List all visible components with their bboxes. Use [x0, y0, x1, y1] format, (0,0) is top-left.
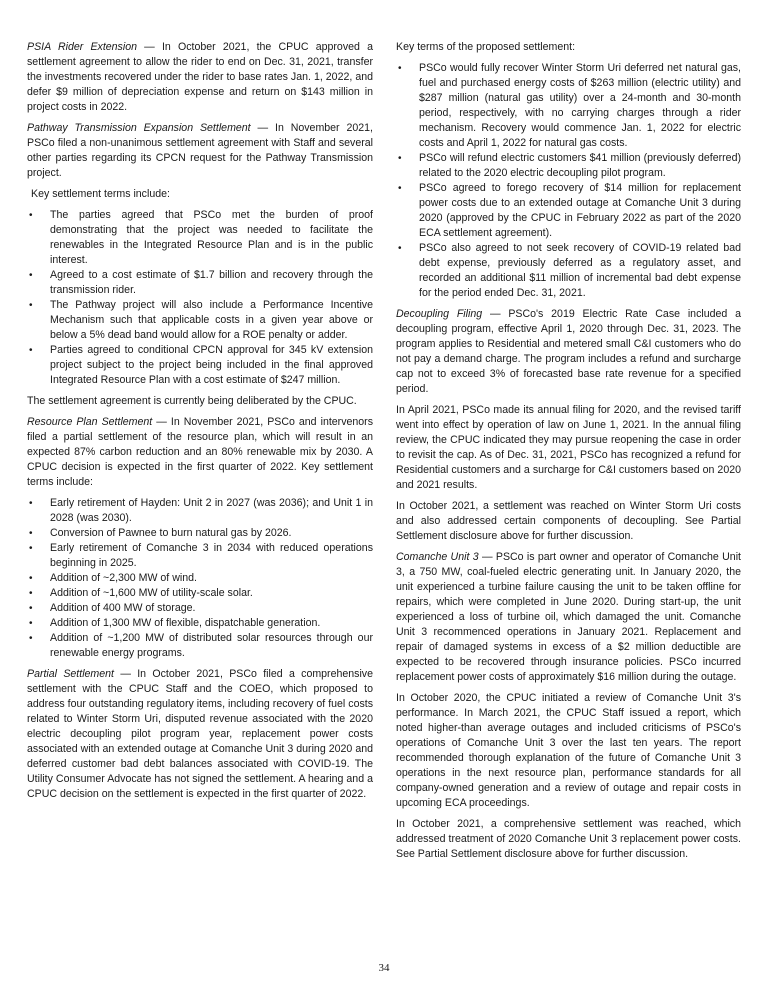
decoupling-paragraph-3: In October 2021, a settlement was reached on Winter Storm Uri costs and also addressed certain components of decoupling. See Partial Settlement disclosure above for further discussion. [396, 500, 741, 542]
resource-plan-heading: Resource Plan Settlement [27, 416, 153, 428]
list-item: • The parties agreed that PSCo met the burden of proof demonstrating that the project was needed to facilitate the renewables in the Integrated Resource Plan and is in the public interest. [27, 208, 373, 268]
proposed-settlement-terms-list [396, 61, 741, 301]
resource-plan-terms-list [27, 496, 373, 661]
comanche-paragraph-3: In October 2021, a comprehensive settlement was reached, which addressed treatment of 2020 Comanche Unit 3 replacement power costs. See Partial Settlement disclosure above for further discussion. [396, 818, 741, 860]
list-item: • Addition of ~2,300 MW of wind. [27, 571, 373, 586]
list-item: • Parties agreed to conditional CPCN approval for 345 kV extension project subject to the project being included in the final approved Integrated Resource Plan with a cost estimate of $247 million. [27, 343, 373, 388]
comanche-text: — PSCo is part owner and operator of Comanche Unit 3, a 750 MW, coal-fueled electric generating unit. In January 2020, the unit experienced a turbine failure causing the unit to be taken offline for repairs, which were completed in June 2020. During start-up, the unit experienced a loss of turbine oil, which damaged the unit. Comanche Unit 3 recommenced operations in January 2021. Replacement and repair of damaged systems in excess of a $2 million deductible are expected to be recovered through insurance policies. PSCo incurred replacement power costs of approximately $16 million during the outage. [396, 551, 741, 683]
decoupling-paragraph-2: In April 2021, PSCo made its annual filing for 2020, and the revised tariff went into effect by operation of law on June 1, 2021. In the annual filing review, the CPUC indicated they may pursue reopening the case in order to revisit the cap. As of Dec. 31, 2021, PSCo has recognized a refund for Residential customers and a surcharge for C&I customers based on 2020 and 2021 results. [396, 404, 741, 491]
pathway-paragraph [27, 121, 373, 181]
list-item: • Early retirement of Hayden: Unit 2 in 2027 (was 2036); and Unit 1 in 2028 (was 2030). [27, 496, 373, 526]
resource-plan-text: — In November 2021, PSCo and intervenors filed a partial settlement of the resource plan, which will result in an expected 87% carbon reduction and an 80% renewable mix by 2030. A CPUC decision is expected in the first quarter of 2022. Key settlement terms include: [27, 416, 373, 488]
partial-settlement-text: — In October 2021, PSCo filed a comprehensive settlement with the CPUC Staff and the COEO, which proposed to address four outstanding regulatory items, including recovery of fuel costs related to Winter Storm Uri, disputed revenue associated with the 2020 electric decoupling pilot program year, replacement power costs associated with an extended outage at Comanche Unit 3 during 2020 and deferred customer bad debt balances associated with COVID-19. The Utility Consumer Advocate has not signed the settlement. A hearing and a CPUC decision on the settlement is expected in the first quarter of 2022. [27, 668, 373, 800]
list-item: • The Pathway project will also include a Performance Incentive Mechanism such that applicable costs in a given year above or below a 5% dead band would allow for a ROE penalty or adder. [27, 298, 373, 343]
list-item: • Early retirement of Comanche 3 in 2034 with reduced operations beginning in 2025. [27, 541, 373, 571]
partial-settlement-paragraph [27, 667, 373, 802]
comanche-paragraph [396, 550, 741, 685]
list-item: • Conversion of Pawnee to burn natural gas by 2026. [27, 526, 373, 541]
page-number: 34 [378, 962, 390, 974]
comanche-paragraph-2: In October 2020, the CPUC initiated a review of Comanche Unit 3's performance. In March 2021, the CPUC Staff issued a report, which noted higher-than average outages and included criticisms of PSCo's operations of Comanche Unit 3 over the last ten years. The report recommended thorough explanation of the future of Comanche Unit 3 operations in the next resource plan, performance standards for all company-owned generation and a review of outage and repair costs in upcoming ECA proceedings. [396, 692, 741, 809]
list-item: • PSCo agreed to forego recovery of $14 million for replacement power costs due to an extended outage at Comanche Unit 3 during 2020 (approved by the CPUC in February 2022 as part of the 2020 ECA settlement agreement). [396, 181, 741, 241]
pathway-text: — In November 2021, PSCo filed a non-unanimous settlement agreement with Staff and several other parties regarding its CPCN request for the Pathway Transmission project. [27, 122, 373, 179]
right-column [396, 40, 741, 868]
list-item: • PSCo also agreed to not seek recovery of COVID-19 related bad debt expense, previously deferred as a regulatory asset, and recorded an additional $11 million of incremental bad debt expense for the period ended Dec. 31, 2021. [396, 241, 741, 301]
pathway-closing: The settlement agreement is currently being deliberated by the CPUC. [27, 395, 357, 407]
pathway-key-terms-label: Key settlement terms include: [31, 188, 170, 200]
partial-settlement-heading: Partial Settlement [27, 668, 114, 680]
decoupling-paragraph [396, 307, 741, 397]
pathway-heading: Pathway Transmission Expansion Settlement [27, 122, 251, 134]
list-item: • Addition of 1,300 MW of flexible, dispatchable generation. [27, 616, 373, 631]
psia-rider-heading: PSIA Rider Extension [27, 41, 137, 53]
list-item: • Agreed to a cost estimate of $1.7 billion and recovery through the transmission rider. [27, 268, 373, 298]
decoupling-text: — PSCo's 2019 Electric Rate Case included a decoupling program, effective April 1, 2020 through Dec. 31, 2023. The program applies to Residential and metered small C&I customers who do not pay a demand charge. The program includes a refund and surcharge cap not to exceed 3% of forecasted base rate revenue for a specified period. [396, 308, 741, 395]
list-item: • PSCo will refund electric customers $41 million (previously deferred) related to the 2020 electric decoupling pilot program. [396, 151, 741, 181]
comanche-heading: Comanche Unit 3 [396, 551, 479, 563]
resource-plan-paragraph [27, 415, 373, 490]
psia-rider-text: — In October 2021, the CPUC approved a settlement agreement to allow the rider to end on Dec. 31, 2021, transfer the investments recovered under the rider to base rates Jan. 1, 2022, and defer $9 million of depreciation expense and return on $143 million in project costs in 2022. [27, 41, 373, 113]
list-item: • Addition of 400 MW of storage. [27, 601, 373, 616]
proposed-settlement-label: Key terms of the proposed settlement: [396, 41, 576, 53]
psia-rider-paragraph [27, 40, 373, 115]
list-item: • Addition of ~1,600 MW of utility-scale solar. [27, 586, 373, 601]
decoupling-heading: Decoupling Filing [396, 308, 483, 320]
pathway-terms-list [27, 208, 373, 388]
list-item: • PSCo would fully recover Winter Storm Uri deferred net natural gas, fuel and purchased energy costs of $263 million (electric utility) and $287 million (natural gas utility) over a 24-month and 30-month period, respectively, with no carrying charges through a rider mechanism. Recovery would commence Jan. 1, 2022 for electric costs and April 1, 2022 for natural gas costs. [396, 61, 741, 151]
list-item: • Addition of ~1,200 MW of distributed solar resources through our renewable energy programs. [27, 631, 373, 661]
left-column [27, 40, 373, 808]
